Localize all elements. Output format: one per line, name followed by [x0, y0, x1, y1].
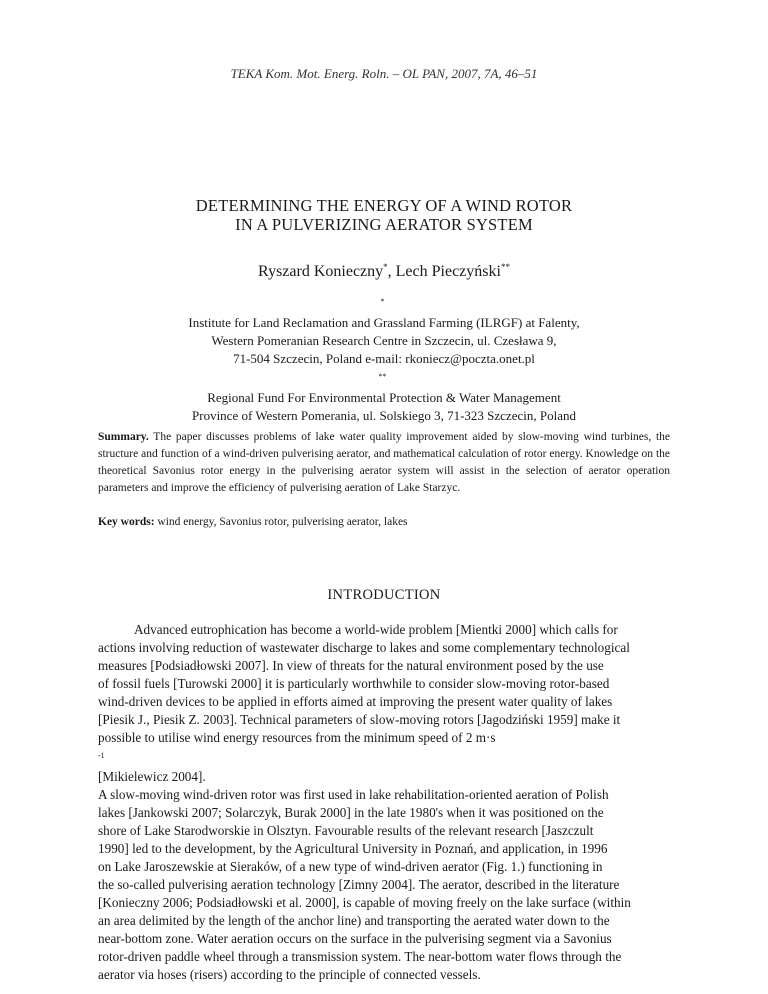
title-line-2: IN A PULVERIZING AERATOR SYSTEM — [235, 215, 533, 234]
section-heading: INTRODUCTION — [327, 587, 441, 603]
keywords-text: wind energy, Savonius rotor, pulverising aerator, lakes — [154, 516, 408, 528]
affiliation-mark: ** — [500, 262, 510, 272]
body-line: [Konieczny 2006; Podsiadłowski et al. 2000], is capable of moving freely on the lake surface (within — [98, 895, 631, 910]
body-line: actions involving reduction of wastewater discharge to lakes and some complementary technological — [98, 640, 630, 655]
affiliation-line: * Institute for Land Reclamation and Grassland Farming (ILRGF) at Falenty, — [188, 297, 580, 330]
keywords-label: Key words: — [98, 516, 155, 528]
author-name: Ryszard Konieczny — [258, 263, 384, 280]
affiliation-mark: * — [383, 262, 388, 272]
affiliation-line: Province of Western Pomerania, ul. Solskiego 3, 71-323 Szczecin, Poland — [192, 408, 576, 423]
author-separator: , — [387, 263, 396, 280]
body-line: measures [Podsiadłowski 2007]. In view of threats for the natural environment posed by the use — [98, 658, 604, 673]
body-line: an area delimited by the length of the anchor line) and transporting the aerated water down to the — [98, 913, 610, 928]
body-line: [Piesik J., Piesik Z. 2003]. Technical parameters of slow-moving rotors [Jagodziński 1959] make it — [98, 712, 621, 727]
summary-paragraph — [98, 429, 670, 497]
title-line-1: DETERMINING THE ENERGY OF A WIND ROTOR — [195, 196, 573, 215]
affiliation-mark: ** — [378, 372, 387, 381]
body-line: on Lake Jaroszewskie at Sieraków, of a new type of wind-driven aerator (Fig. 1.) functioning in — [98, 859, 603, 874]
running-header: TEKA Kom. Mot. Energ. Roln. – OL PAN, 2007, 7A, 46–51 — [230, 66, 538, 81]
author-list — [0, 262, 768, 281]
affiliations — [0, 293, 768, 425]
affiliation-line: 71-504 Szczecin, Poland e-mail: rkoniecz@poczta.onet.pl — [233, 351, 535, 366]
body-line: of fossil fuels [Turowski 2000] it is particularly worthwhile to consider slow-moving rotor-based — [98, 676, 610, 691]
body-line: A slow-moving wind-driven rotor was first used in lake rehabilitation-oriented aeration of Polish — [98, 787, 609, 802]
body-line: aerator via hoses (risers) according to the principle of connected vessels. — [98, 967, 481, 982]
paper-title — [0, 196, 768, 234]
author-name: Lech Pieczyński — [395, 263, 501, 280]
body-line: 1990] led to the development, by the Agricultural University in Poznań, and application, in 1996 — [98, 841, 608, 856]
body-line: lakes [Jankowski 2007; Solarczyk, Burak 2000] in the late 1980's when it was positioned on the — [98, 805, 604, 820]
summary-label: Summary. — [98, 431, 149, 443]
exponent: -1 — [98, 751, 105, 760]
affiliation-mark: * — [380, 297, 385, 306]
introduction-body — [98, 621, 670, 984]
body-line: possible to utilise wind energy resources from the minimum speed of 2 m·s $^{-1}$ [Mikielewicz 2004]. — [98, 730, 496, 784]
body-line: rotor-driven paddle wheel through a transmission system. The near-bottom water flows through the — [98, 949, 622, 964]
summary-text: The paper discusses problems of lake water quality improvement aided by slow-moving wind turbines, the structure and function of a wind-driven pulverising aerator, and mathematical calculation of rotor energy. Knowledge on the theoretical Savonius rotor energy in the pulverising aerator system will assist in the selection of aerator operation parameters and improve the efficiency of pulverising aeration of Lake Starzyc. — [98, 431, 670, 494]
body-line: near-bottom zone. Water aeration occurs on the surface in the pulverising segment via a Savonius — [98, 931, 612, 946]
keywords-paragraph — [98, 516, 670, 528]
body-line: Advanced eutrophication has become a world-wide problem [Mientki 2000] which calls for — [134, 622, 618, 637]
body-line: the so-called pulverising aeration technology [Zimny 2004]. The aerator, described in the literature — [98, 877, 620, 892]
body-line: shore of Lake Starodworskie in Olsztyn. Favourable results of the relevant research [Jaszczult — [98, 823, 594, 838]
affiliation-line: ** Regional Fund For Environmental Protection & Water Management — [207, 372, 561, 405]
affiliation-line: Western Pomeranian Research Centre in Szczecin, ul. Czesława 9, — [211, 333, 557, 348]
body-line: wind-driven devices to be applied in efforts aimed at improving the present water quality of lakes — [98, 694, 613, 709]
